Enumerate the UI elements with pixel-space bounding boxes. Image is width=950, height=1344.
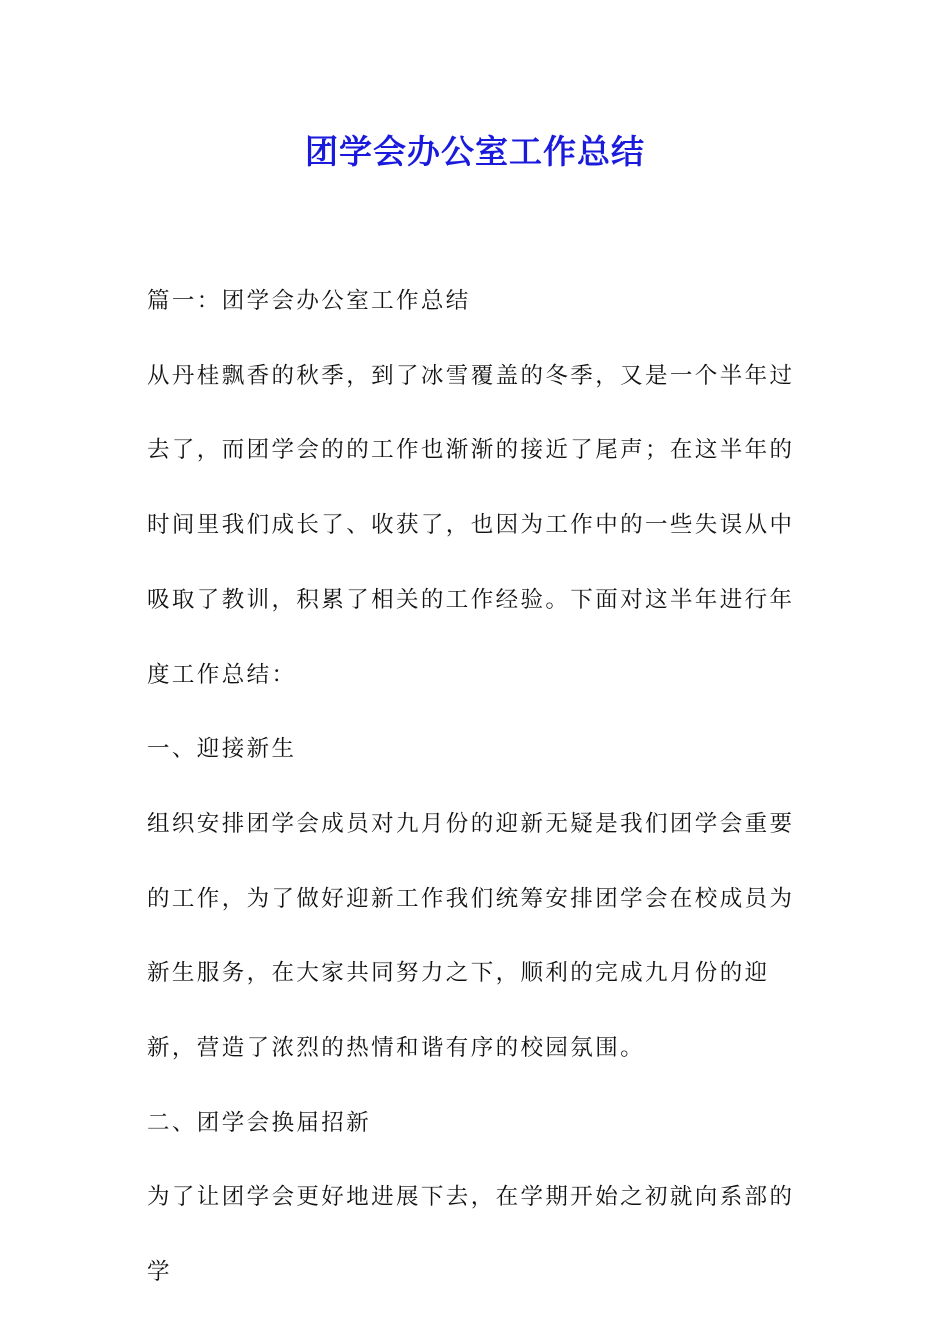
document-body <box>147 264 807 1310</box>
paragraph: 从丹桂飘香的秋季，到了冰雪覆盖的冬季，又是一个半年过去了，而团学会的的工作也渐渐的接近了尾声；在这半年的时间里我们成长了、收获了，也因为工作中的一些失误从中吸取了教训，积累了相关的工作经验。下面对这半年进行年度工作总结： <box>147 362 795 688</box>
section-heading: 二、团学会换届招新 <box>147 1109 372 1136</box>
paragraph: 为了让团学会更好地进展下去，在学期开始之初就向系部的学 <box>147 1184 795 1286</box>
paragraph: 组织安排团学会成员对九月份的迎新无疑是我们团学会重要的工作，为了做好迎新工作我们统筹安排团学会在校成员为新生服务，在大家共同努力之下，顺利的完成九月份的迎新，营造了浓烈的热情和谐有序的校园氛围。 <box>147 810 795 1062</box>
document-title: 团学会办公室工作总结 <box>305 132 645 171</box>
section-heading: 篇一：团学会办公室工作总结 <box>147 288 471 314</box>
section-heading: 一、迎接新生 <box>147 736 297 763</box>
